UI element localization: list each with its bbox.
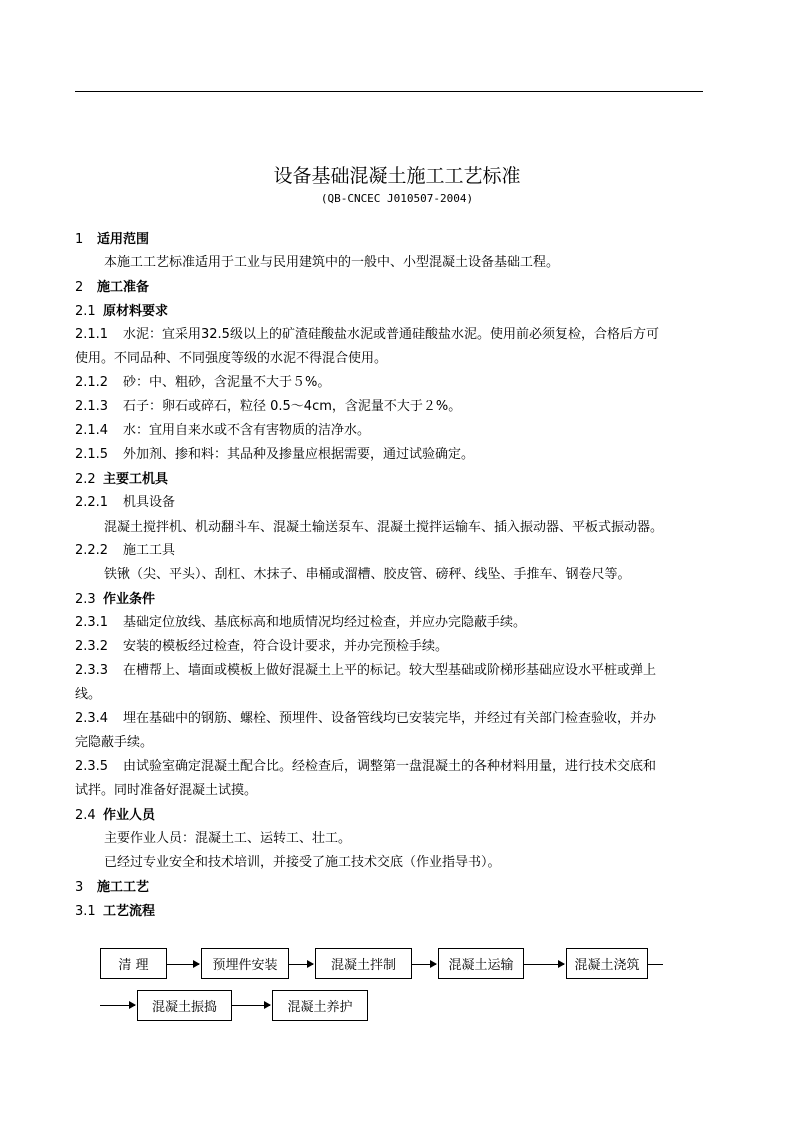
body-line [75, 350, 387, 368]
section-number: 2.3.1 [75, 615, 109, 630]
paragraph-text: 主要作业人员：混凝土工、运转工、壮工。 [104, 831, 352, 846]
body-line [75, 807, 155, 825]
clause-text: 水：宜用自来水或不含有害物质的洁净水。 [123, 423, 371, 438]
body-line [75, 231, 149, 249]
section-heading: 作业人员 [103, 808, 156, 823]
clause-text: 水泥：宜采用32.5级以上的矿渣硅酸盐水泥或普通硅酸盐水泥。使用前必须复检，合格后方可 [123, 327, 659, 342]
section-number: 2.3.5 [75, 759, 109, 774]
body-line [75, 686, 101, 704]
paragraph-text: 试拌。同时准备好混凝土试摸。 [75, 783, 258, 798]
flow-arrow [524, 964, 564, 965]
section-number: 2.1.4 [75, 423, 109, 438]
body-line [75, 782, 257, 800]
section-heading: 作业条件 [103, 592, 156, 607]
paragraph-text: 线。 [75, 687, 102, 702]
section-number: 3 [75, 880, 84, 895]
section-number: 2.1.3 [75, 399, 109, 414]
section-number: 2 [75, 280, 84, 295]
clause-text: 砂：中、粗砂，含泥量不大于５%。 [123, 375, 331, 390]
body-line [75, 398, 461, 416]
clause-text: 由试验室确定混凝土配合比。经检查后，调整第一盘混凝土的各种材料用量，进行技术交底和 [123, 759, 657, 774]
section-number: 2.3.3 [75, 663, 109, 678]
section-number: 3.1 [75, 904, 96, 919]
body-line [75, 471, 168, 489]
paragraph-text: 完隐蔽手续。 [75, 735, 154, 750]
flow-arrow [100, 1005, 135, 1006]
section-number: 2.2.1 [75, 495, 109, 510]
body-line [75, 710, 656, 728]
flow-step: 混凝土浇筑 [566, 948, 648, 979]
flow-connector-line [648, 964, 663, 965]
flow-arrow [232, 1005, 270, 1006]
body-line [75, 903, 155, 921]
body-line [75, 422, 370, 440]
paragraph-text: 铁锹（尖、平头）、刮杠、木抹子、串桶或溜槽、胶皮管、磅秤、线坠、手推车、钢卷尺等。 [104, 567, 631, 582]
section-number: 2.2.2 [75, 543, 109, 558]
section-heading: 适用范围 [97, 232, 150, 247]
body-line [75, 734, 153, 752]
body-line [104, 254, 559, 272]
paragraph-text: 混凝土搅拌机、机动翻斗车、混凝土输送泵车、混凝土搅拌运输车、插入振动器、平板式振动器。 [104, 520, 664, 535]
body-line [75, 662, 656, 680]
body-line [75, 542, 175, 560]
section-heading: 主要工机具 [103, 472, 169, 487]
clause-text: 在槽帮上、墙面或模板上做好混凝土上平的标记。较大型基础或阶梯形基础应设水平桩或弹上 [123, 663, 657, 678]
body-line [104, 519, 663, 537]
flow-arrow [167, 964, 199, 965]
section-number: 2.3.4 [75, 711, 109, 726]
section-heading: 施工准备 [97, 280, 150, 295]
clause-text: 安装的模板经过检查，符合设计要求，并办完预检手续。 [123, 639, 449, 654]
section-number: 2.1.1 [75, 327, 109, 342]
body-line [75, 614, 526, 632]
section-number: 2.3.2 [75, 639, 109, 654]
body-line [75, 326, 659, 344]
section-number: 2.4 [75, 808, 96, 823]
body-line [104, 830, 351, 848]
flow-step: 混凝土养护 [272, 990, 368, 1021]
section-heading: 原材料要求 [103, 304, 169, 319]
body-line [75, 638, 448, 656]
body-line [104, 566, 631, 584]
body-line [75, 494, 175, 512]
paragraph-text: 已经过专业安全和技术培训，并接受了施工技术交底（作业指导书）。 [104, 855, 501, 870]
paragraph-text: 本施工工艺标准适用于工业与民用建筑中的一般中、小型混凝土设备基础工程。 [104, 255, 560, 270]
clause-text: 外加剂、掺和料：其品种及掺量应根据需要，通过试验确定。 [123, 447, 475, 462]
clause-text: 石子：卵石或碎石，粒径 0.5～4cm，含泥量不大于２%。 [123, 399, 462, 414]
document-title: 设备基础混凝土施工工艺标准 [273, 165, 521, 187]
flow-step: 混凝土拌制 [315, 948, 412, 979]
section-heading: 工艺流程 [103, 904, 156, 919]
body-line [75, 591, 155, 609]
flow-step: 预埋件安装 [201, 948, 289, 979]
section-number: 2.1.5 [75, 447, 109, 462]
body-line [75, 279, 149, 297]
flow-arrow [412, 964, 436, 965]
clause-text: 埋在基础中的钢筋、螺栓、预埋件、设备管线均已安装完毕，并经过有关部门检查验收，并办 [123, 711, 657, 726]
body-line [75, 446, 474, 464]
clause-text: 基础定位放线、基底标高和地质情况均经过检查，并应办完隐蔽手续。 [123, 615, 527, 630]
flow-step: 混凝土运输 [438, 948, 524, 979]
flow-arrow [289, 964, 313, 965]
body-line [104, 854, 501, 872]
clause-text: 机具设备 [123, 495, 176, 510]
body-line [75, 374, 330, 392]
body-line [75, 879, 149, 897]
section-number: 2.3 [75, 592, 96, 607]
standard-code: (QB-CNCEC J010507-2004) [320, 192, 474, 205]
body-line [75, 758, 656, 776]
flow-step: 清 理 [100, 948, 167, 979]
section-number: 2.2 [75, 472, 96, 487]
paragraph-text: 使用。不同品种、不同强度等级的水泥不得混合使用。 [75, 351, 388, 366]
section-number: 2.1.2 [75, 375, 109, 390]
header-rule [75, 91, 703, 92]
body-line [75, 303, 168, 321]
section-number: 1 [75, 232, 84, 247]
section-number: 2.1 [75, 304, 96, 319]
clause-text: 施工工具 [123, 543, 176, 558]
section-heading: 施工工艺 [97, 880, 150, 895]
flow-step: 混凝土振捣 [137, 990, 232, 1021]
